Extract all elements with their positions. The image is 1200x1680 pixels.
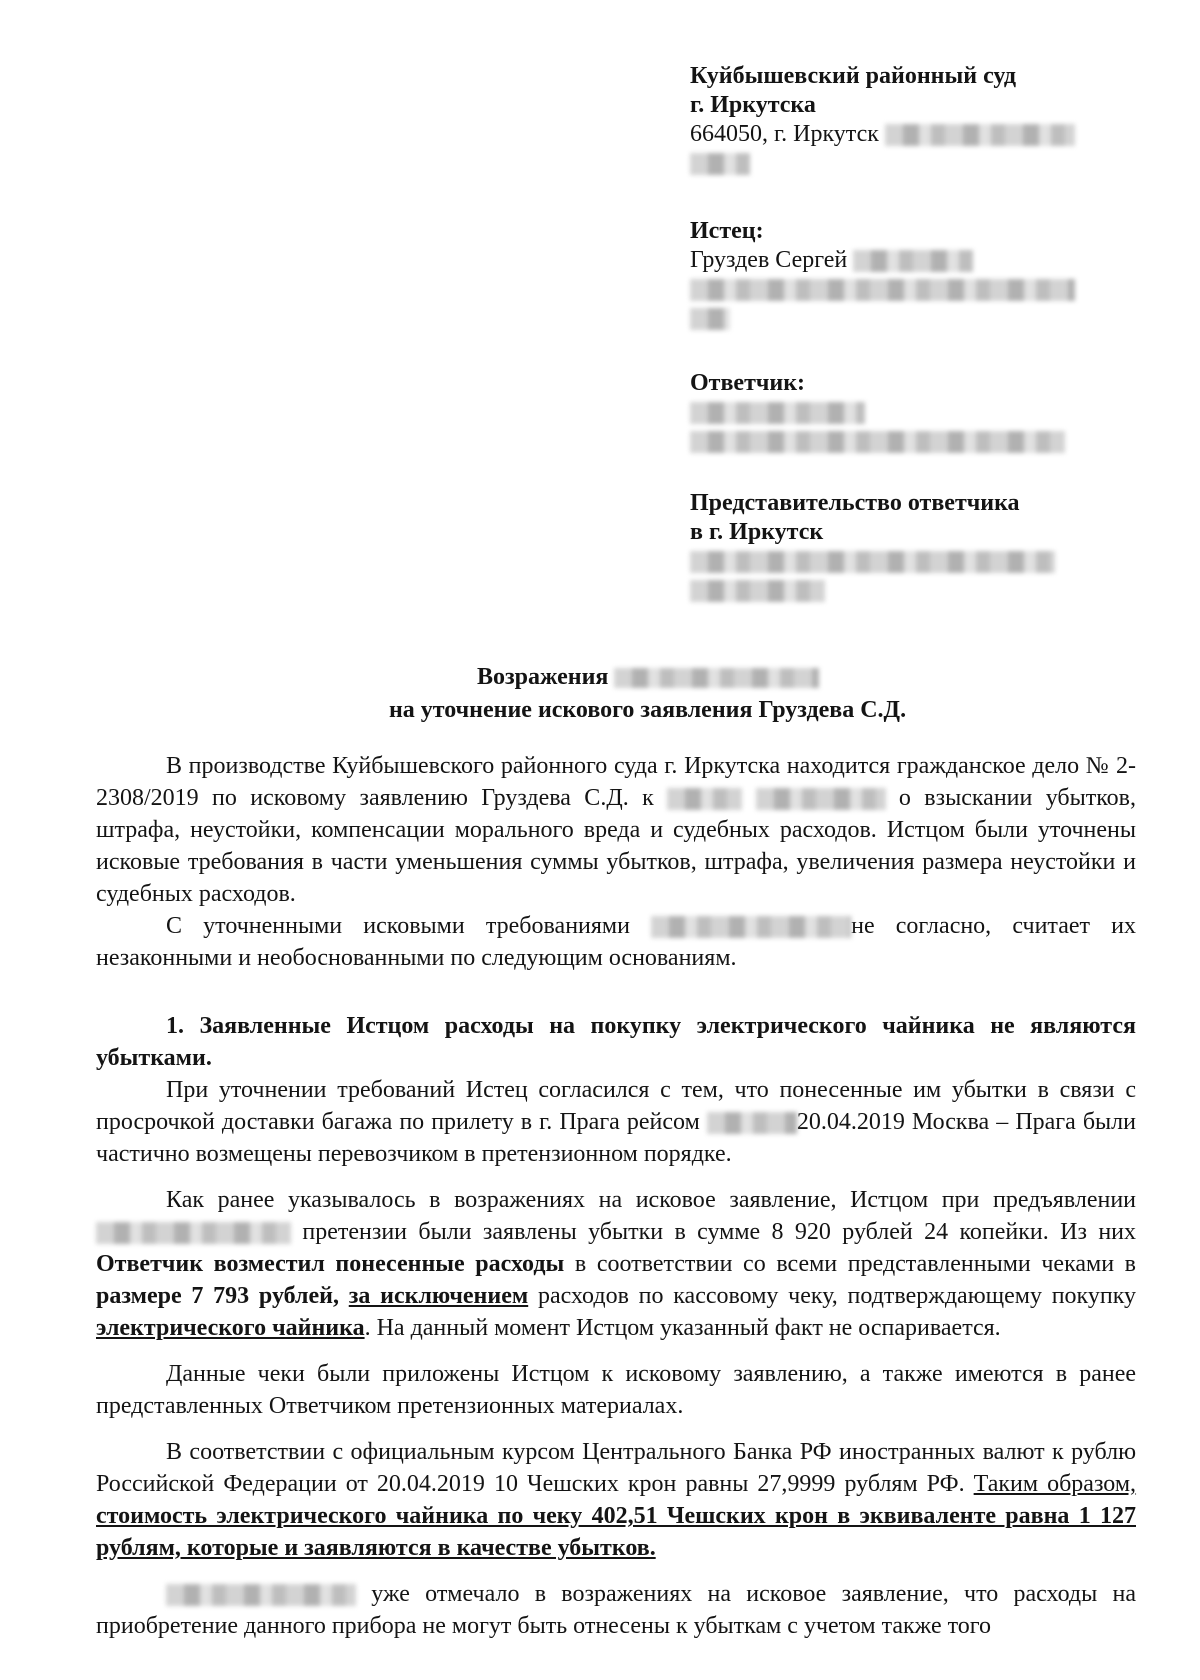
- redacted-defendant-ref: [667, 788, 742, 810]
- defendant-line2: [690, 427, 1110, 456]
- paragraph-exchange-rate: В соответствии с официальным курсом Центрального Банка РФ иностранных валют к рублю Российской Федерации от 20.04.2019 10 Чешских крон равны 27,9999 рублям РФ. Таким образом, стоимость электрического чайника по чеку 402,51 Чешских крон в эквиваленте равна 1 127 рублям, которые и заявляются в качестве убытков.: [96, 1439, 1137, 1561]
- redacted-defendant-ref-5: [166, 1584, 356, 1606]
- plaintiff-block: [690, 217, 1110, 333]
- redacted-representation-address: [690, 551, 1055, 573]
- section-1-heading: 1. Заявленные Истцом расходы на покупку электрического чайника не являются убытками.: [96, 1013, 1136, 1071]
- court-name: Куйбышевский районный суд: [690, 63, 1017, 89]
- court-city: г. Иркутска: [690, 92, 816, 118]
- court-address: 664050, г. Иркутск: [690, 121, 879, 147]
- plaintiff-name: Груздев Сергей: [690, 247, 848, 273]
- redacted-defendant-name: [690, 402, 865, 424]
- defendant-label: Ответчик:: [690, 370, 806, 396]
- document-body: [96, 750, 1136, 1642]
- paragraph-claim-amount: Как ранее указывалось в возражениях на исковое заявление, Истцом при предъявлении претензии были заявлены убытки в сумме 8 920 рублей 24 копейки. Из них Ответчик возместил понесенные расходы в соответствии со всеми представленными чеками в размере 7 793 рублей, за исключением расходов по кассовому чеку, подтверждающему покупку электрического чайника. На данный момент Истцом указанный факт не оспаривается.: [96, 1187, 1137, 1341]
- redacted-plaintiff-surname: [853, 250, 973, 272]
- court-address-line: [690, 120, 1110, 149]
- redacted-defendant-ref-4: [96, 1222, 291, 1244]
- redacted-defendant-address: [690, 431, 1065, 453]
- redacted-company-name: [614, 668, 819, 688]
- representation-city: в г. Иркутск: [690, 519, 824, 545]
- bleed-through-texture: [96, 200, 536, 380]
- redacted-flight-number: [707, 1112, 797, 1134]
- representation-title: Представительство ответчика: [690, 490, 1020, 516]
- redacted-plaintiff-address: [690, 279, 1075, 301]
- court-block: [690, 62, 1110, 178]
- paragraph-receipts: Данные чеки были приложены Истцом к исковому заявлению, а также имеются в ранее представленных Ответчиком претензионных материалах.: [96, 1361, 1136, 1419]
- paragraph-baggage-delay: При уточнении требований Истец согласился с тем, что понесенные им убытки в связи с просрочкой доставки багажа по прилету в г. Прага рейсом 20.04.2019 Москва – Прага были частично возмещены перевозчиком в претензионном порядке.: [96, 1077, 1137, 1167]
- redacted-address: [885, 124, 1075, 146]
- document-subtitle: на уточнение искового заявления Груздева С.Д.: [388, 697, 907, 723]
- court-address-line2: [690, 149, 1110, 178]
- redacted-defendant-ref-2: [756, 788, 886, 810]
- redacted-defendant-ref-3: [651, 916, 851, 938]
- document-title: Возражения: [477, 664, 609, 690]
- defendant-line1: [690, 398, 1110, 427]
- paragraph-intro: В производстве Куйбышевского районного суда г. Иркутска находится гражданское дело № 2-2308/2019 по исковому заявлению Груздева С.Д. к о взыскании убытков, штрафа, неустойки, компенсации морального вреда и судебных расходов. Истцом были уточнены исковые требования в части уменьшения суммы убытков, штрафа, увеличения размера неустойки и судебных расходов.: [96, 753, 1137, 907]
- plaintiff-name-line: [690, 246, 1110, 275]
- redacted-address-2: [690, 153, 750, 175]
- paragraph-device-costs: уже отмечало в возражениях на исковое заявление, что расходы на приобретение данного прибора не могут быть отнесены к убыткам с учетом также того: [96, 1581, 1136, 1639]
- representation-block: [690, 489, 1110, 605]
- plaintiff-label: Истец:: [690, 218, 764, 244]
- representation-line4: [690, 576, 1110, 605]
- redacted-plaintiff-address-2: [690, 308, 730, 330]
- redacted-representation-address-2: [690, 580, 825, 602]
- plaintiff-address-line: [690, 275, 1110, 304]
- representation-line3: [690, 547, 1110, 576]
- paragraph-disagreement: С уточненными исковыми требованиями не согласно, считает их незаконными и необоснованными по следующим основаниям.: [96, 913, 1137, 971]
- defendant-block: [690, 369, 1110, 456]
- plaintiff-address-line2: [690, 304, 1110, 333]
